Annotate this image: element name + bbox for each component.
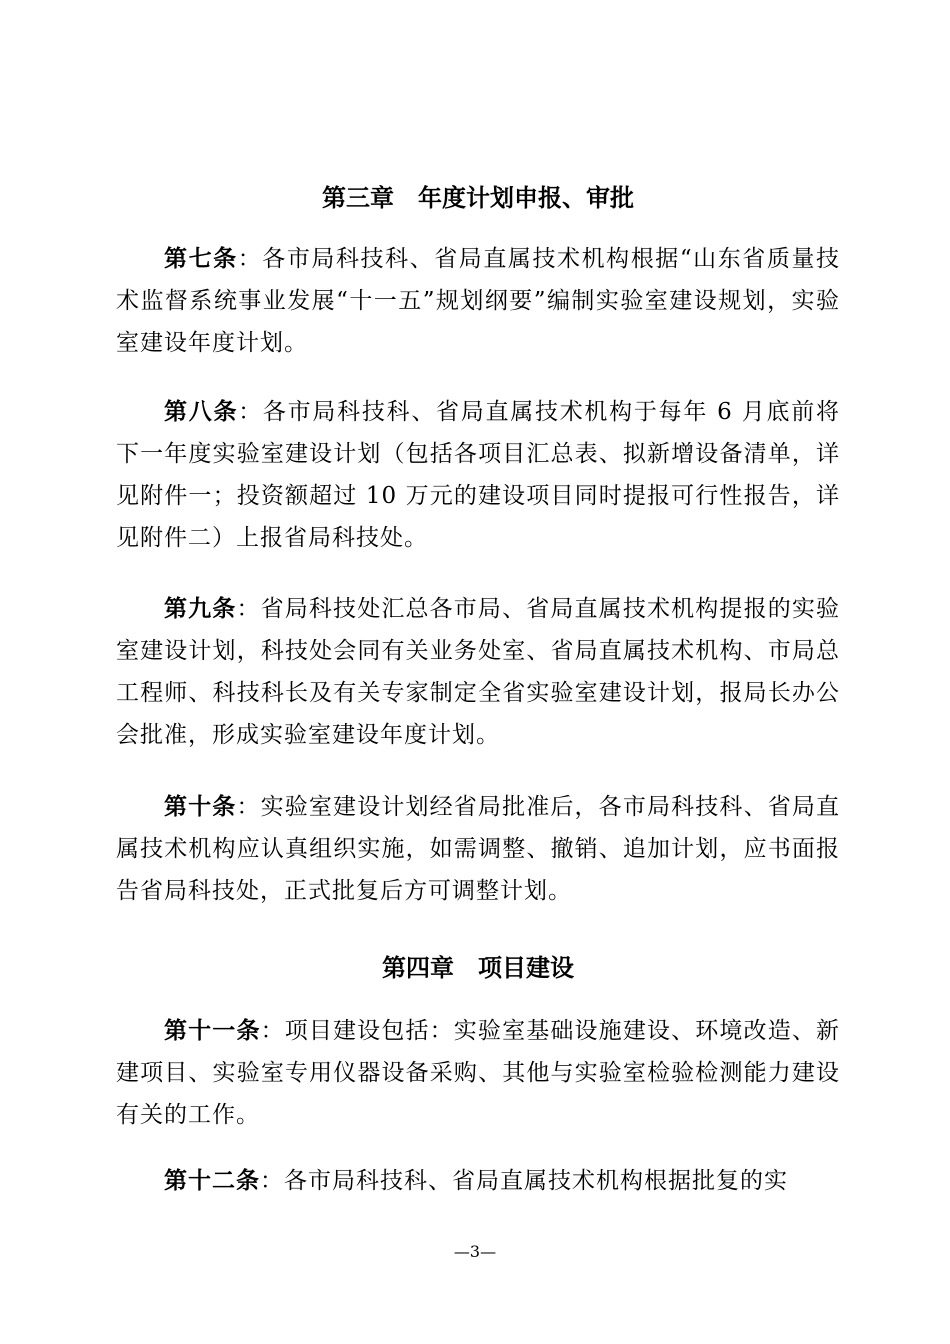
chapter-3-title: 第三章 年度计划申报、审批: [322, 184, 634, 212]
article-12-text: ：各市局科技科、省局直属技术机构根据批复的实: [260, 1168, 788, 1194]
chapter-4-title: 第四章 项目建设: [382, 954, 574, 982]
article-7: [116, 238, 840, 364]
article-12: [116, 1160, 840, 1202]
article-12-label: 第十二条: [164, 1168, 260, 1194]
article-11-label: 第十一条: [164, 1018, 261, 1044]
page-number: —3—: [453, 1242, 497, 1261]
article-9-text: ：省局科技处汇总各市局、省局直属技术机构提报的实验室建设计划，科技处会同有关业务处室、省局直属技术机构、市局总工程师、科技科长及有关专家制定全省实验室建设计划，报局长办公会批准，形成实验室建设年度计划。: [116, 596, 841, 748]
article-10-text: ：实验室建设计划经省局批准后，各市局科技科、省局直属技术机构应认真组织实施，如需调整、撤销、追加计划，应书面报告省局科技处，正式批复后方可调整计划。: [116, 794, 841, 904]
article-10: [116, 786, 840, 912]
article-8-text: ：各市局科技科、省局直属技术机构于每年 6 月底前将下一年度实验室建设计划（包括各项目汇总表、拟新增设备清单，详见附件一；投资额超过 10 万元的建设项目同时提报可行性报告，详见附件二）上报省局科技处。: [116, 399, 841, 551]
article-11: [116, 1010, 840, 1136]
article-8: [116, 391, 840, 559]
article-7-text: ：各市局科技科、省局直属技术机构根据“山东省质量技术监督系统事业发展“十一五”规划纲要”编制实验室建设规划，实验室建设年度计划。: [116, 246, 841, 356]
article-9-label: 第九条: [164, 596, 237, 622]
article-8-label: 第八条: [164, 399, 239, 425]
article-11-text: ：项目建设包括：实验室基础设施建设、环境改造、新建项目、实验室专用仪器设备采购、其他与实验室检验检测能力建设有关的工作。: [116, 1018, 841, 1128]
article-7-label: 第七条: [164, 246, 238, 272]
article-9: [116, 588, 840, 756]
article-10-label: 第十条: [164, 794, 237, 820]
